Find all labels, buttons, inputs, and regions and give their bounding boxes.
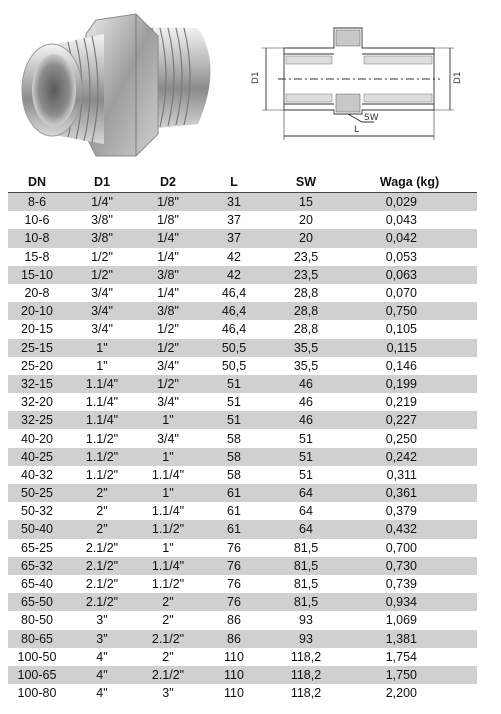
table-header-row [8,172,477,193]
cell-sw: 81,5 [270,575,342,593]
table-row [8,484,477,502]
cell-sw: 51 [270,466,342,484]
cell-weight: 0,730 [342,557,477,575]
cell-sw: 64 [270,502,342,520]
cell-d2: 3/4" [138,393,198,411]
cell-weight: 1,754 [342,648,477,666]
cell-dn: 20-10 [8,302,66,320]
cell-l: 50,5 [198,357,270,375]
cell-sw: 118,2 [270,666,342,684]
cell-dn: 50-32 [8,502,66,520]
cell-d2: 2.1/2" [138,666,198,684]
cell-dn: 65-25 [8,539,66,557]
cell-d1: 2" [66,520,138,538]
cell-sw: 64 [270,520,342,538]
cell-d2: 3/8" [138,266,198,284]
cell-weight: 1,381 [342,630,477,648]
cell-d2: 1/2" [138,339,198,357]
cell-weight: 0,043 [342,211,477,229]
cell-weight: 0,227 [342,411,477,429]
cell-d1: 1.1/4" [66,375,138,393]
cell-l: 110 [198,684,270,702]
cell-sw: 20 [270,211,342,229]
cell-weight: 0,029 [342,193,477,212]
cell-l: 31 [198,193,270,212]
cell-d1: 1" [66,357,138,375]
table-row [8,211,477,229]
cell-sw: 64 [270,484,342,502]
table-row [8,666,477,684]
cell-dn: 10-6 [8,211,66,229]
cell-l: 37 [198,229,270,247]
cell-sw: 28,8 [270,302,342,320]
cell-weight: 0,934 [342,593,477,611]
cell-sw: 118,2 [270,648,342,666]
sw-label: SW [364,113,379,123]
cell-d1: 2.1/2" [66,539,138,557]
spec-table [8,172,477,702]
cell-l: 58 [198,429,270,447]
cell-d2: 1" [138,448,198,466]
cell-d2: 1.1/2" [138,575,198,593]
cell-d2: 1/4" [138,229,198,247]
technical-drawing [244,10,476,150]
cell-dn: 32-15 [8,375,66,393]
cell-sw: 93 [270,630,342,648]
cell-sw: 35,5 [270,339,342,357]
table-row [8,539,477,557]
table-row [8,339,477,357]
cell-l: 42 [198,266,270,284]
cell-dn: 65-50 [8,593,66,611]
cell-d1: 1/4" [66,193,138,212]
cell-d1: 3" [66,630,138,648]
cell-dn: 65-40 [8,575,66,593]
cell-sw: 46 [270,393,342,411]
cell-sw: 23,5 [270,248,342,266]
table-row [8,502,477,520]
cell-d1: 2" [66,502,138,520]
cell-sw: 20 [270,229,342,247]
cell-weight: 0,750 [342,302,477,320]
d1-left-label: D1 [251,71,261,84]
cell-d2: 2" [138,648,198,666]
cell-d1: 4" [66,684,138,702]
table-row [8,229,477,247]
table-row [8,684,477,702]
table-body [8,193,477,703]
cell-d2: 2.1/2" [138,630,198,648]
cell-d1: 1.1/4" [66,393,138,411]
cell-weight: 0,053 [342,248,477,266]
cell-weight: 0,739 [342,575,477,593]
table-row [8,248,477,266]
cell-d2: 3/8" [138,302,198,320]
table-row [8,393,477,411]
cell-weight: 1,069 [342,611,477,629]
cell-sw: 81,5 [270,539,342,557]
cell-dn: 15-10 [8,266,66,284]
cell-d1: 1/2" [66,248,138,266]
cell-dn: 10-8 [8,229,66,247]
col-header-d1: D1 [66,172,138,193]
cell-sw: 15 [270,193,342,212]
table-row [8,375,477,393]
cell-weight: 0,219 [342,393,477,411]
cell-dn: 25-15 [8,339,66,357]
table-row [8,630,477,648]
cell-weight: 0,146 [342,357,477,375]
cell-dn: 8-6 [8,193,66,212]
cell-l: 61 [198,520,270,538]
cell-dn: 50-25 [8,484,66,502]
cell-sw: 35,5 [270,357,342,375]
cell-d1: 3/4" [66,320,138,338]
cell-sw: 118,2 [270,684,342,702]
cell-d1: 1.1/2" [66,466,138,484]
cell-d2: 3" [138,684,198,702]
col-header-sw: SW [270,172,342,193]
cell-weight: 0,311 [342,466,477,484]
cell-d1: 2" [66,484,138,502]
table-row [8,193,477,212]
col-header-d2: D2 [138,172,198,193]
cell-l: 110 [198,648,270,666]
cell-d1: 3/8" [66,211,138,229]
cell-weight: 0,115 [342,339,477,357]
table-row [8,357,477,375]
cell-d2: 1.1/4" [138,557,198,575]
cell-weight: 0,105 [342,320,477,338]
cell-d2: 1" [138,484,198,502]
cell-d2: 1.1/2" [138,520,198,538]
cell-l: 76 [198,539,270,557]
cell-d2: 1/4" [138,248,198,266]
cell-weight: 0,199 [342,375,477,393]
cell-l: 61 [198,484,270,502]
cell-sw: 28,8 [270,320,342,338]
product-photo [8,6,240,166]
cell-l: 86 [198,611,270,629]
cell-d2: 1/4" [138,284,198,302]
cell-d1: 3/4" [66,284,138,302]
cell-d1: 1.1/4" [66,411,138,429]
cell-dn: 25-20 [8,357,66,375]
cell-weight: 0,250 [342,429,477,447]
cell-weight: 0,070 [342,284,477,302]
table-row [8,302,477,320]
cell-dn: 32-20 [8,393,66,411]
cell-l: 50,5 [198,339,270,357]
cell-dn: 20-8 [8,284,66,302]
cell-l: 46,4 [198,302,270,320]
cell-sw: 93 [270,611,342,629]
cell-sw: 46 [270,411,342,429]
cell-dn: 80-50 [8,611,66,629]
cell-d2: 1/2" [138,320,198,338]
cell-d1: 4" [66,666,138,684]
cell-dn: 100-50 [8,648,66,666]
cell-weight: 0,432 [342,520,477,538]
cell-dn: 40-25 [8,448,66,466]
cell-sw: 81,5 [270,593,342,611]
cell-d2: 3/4" [138,357,198,375]
cell-dn: 32-25 [8,411,66,429]
cell-l: 58 [198,466,270,484]
cell-d1: 2.1/2" [66,593,138,611]
table-row [8,266,477,284]
cell-d2: 3/4" [138,429,198,447]
cell-weight: 1,750 [342,666,477,684]
cell-l: 76 [198,557,270,575]
cell-d2: 1.1/4" [138,502,198,520]
cell-d2: 2" [138,593,198,611]
l-label: L [354,125,360,135]
cell-d2: 1/8" [138,193,198,212]
d1-right-label: D1 [453,71,463,84]
cell-weight: 0,042 [342,229,477,247]
col-header-l: L [198,172,270,193]
cell-l: 58 [198,448,270,466]
cell-d2: 1" [138,411,198,429]
cell-d2: 2" [138,611,198,629]
cell-dn: 50-40 [8,520,66,538]
cell-dn: 15-8 [8,248,66,266]
table-row [8,557,477,575]
table-row [8,466,477,484]
cell-sw: 28,8 [270,284,342,302]
table-row [8,320,477,338]
cell-d1: 3/8" [66,229,138,247]
cell-l: 110 [198,666,270,684]
col-header-dn: DN [8,172,66,193]
cell-d2: 1.1/4" [138,466,198,484]
cell-sw: 81,5 [270,557,342,575]
table-row [8,611,477,629]
cell-d1: 1/2" [66,266,138,284]
cell-d1: 2.1/2" [66,557,138,575]
cell-sw: 51 [270,448,342,466]
cell-dn: 80-65 [8,630,66,648]
cell-l: 46,4 [198,320,270,338]
cell-d1: 1.1/2" [66,429,138,447]
cell-d2: 1/8" [138,211,198,229]
cell-l: 51 [198,411,270,429]
cell-weight: 0,242 [342,448,477,466]
table-row [8,448,477,466]
table-row [8,648,477,666]
cell-dn: 100-80 [8,684,66,702]
cell-weight: 0,700 [342,539,477,557]
cell-l: 51 [198,393,270,411]
cell-d2: 1" [138,539,198,557]
cell-sw: 51 [270,429,342,447]
cell-d1: 2.1/2" [66,575,138,593]
cell-l: 76 [198,575,270,593]
cell-dn: 100-65 [8,666,66,684]
cell-weight: 2,200 [342,684,477,702]
table-row [8,429,477,447]
cell-l: 46,4 [198,284,270,302]
table-row [8,284,477,302]
table-row [8,575,477,593]
cell-dn: 20-15 [8,320,66,338]
cell-dn: 40-32 [8,466,66,484]
table-row [8,520,477,538]
cell-l: 76 [198,593,270,611]
col-header-weight: Waga (kg) [342,172,477,193]
cell-dn: 65-32 [8,557,66,575]
cell-weight: 0,063 [342,266,477,284]
cell-d1: 3/4" [66,302,138,320]
cell-d1: 1.1/2" [66,448,138,466]
table-row [8,593,477,611]
cell-dn: 40-20 [8,429,66,447]
cell-weight: 0,361 [342,484,477,502]
cell-d1: 1" [66,339,138,357]
cell-l: 51 [198,375,270,393]
cell-d1: 3" [66,611,138,629]
table-row [8,411,477,429]
cell-d2: 1/2" [138,375,198,393]
cell-l: 42 [198,248,270,266]
cell-l: 61 [198,502,270,520]
cell-d1: 4" [66,648,138,666]
cell-l: 37 [198,211,270,229]
cell-weight: 0,379 [342,502,477,520]
cell-sw: 23,5 [270,266,342,284]
cell-sw: 46 [270,375,342,393]
cell-l: 86 [198,630,270,648]
